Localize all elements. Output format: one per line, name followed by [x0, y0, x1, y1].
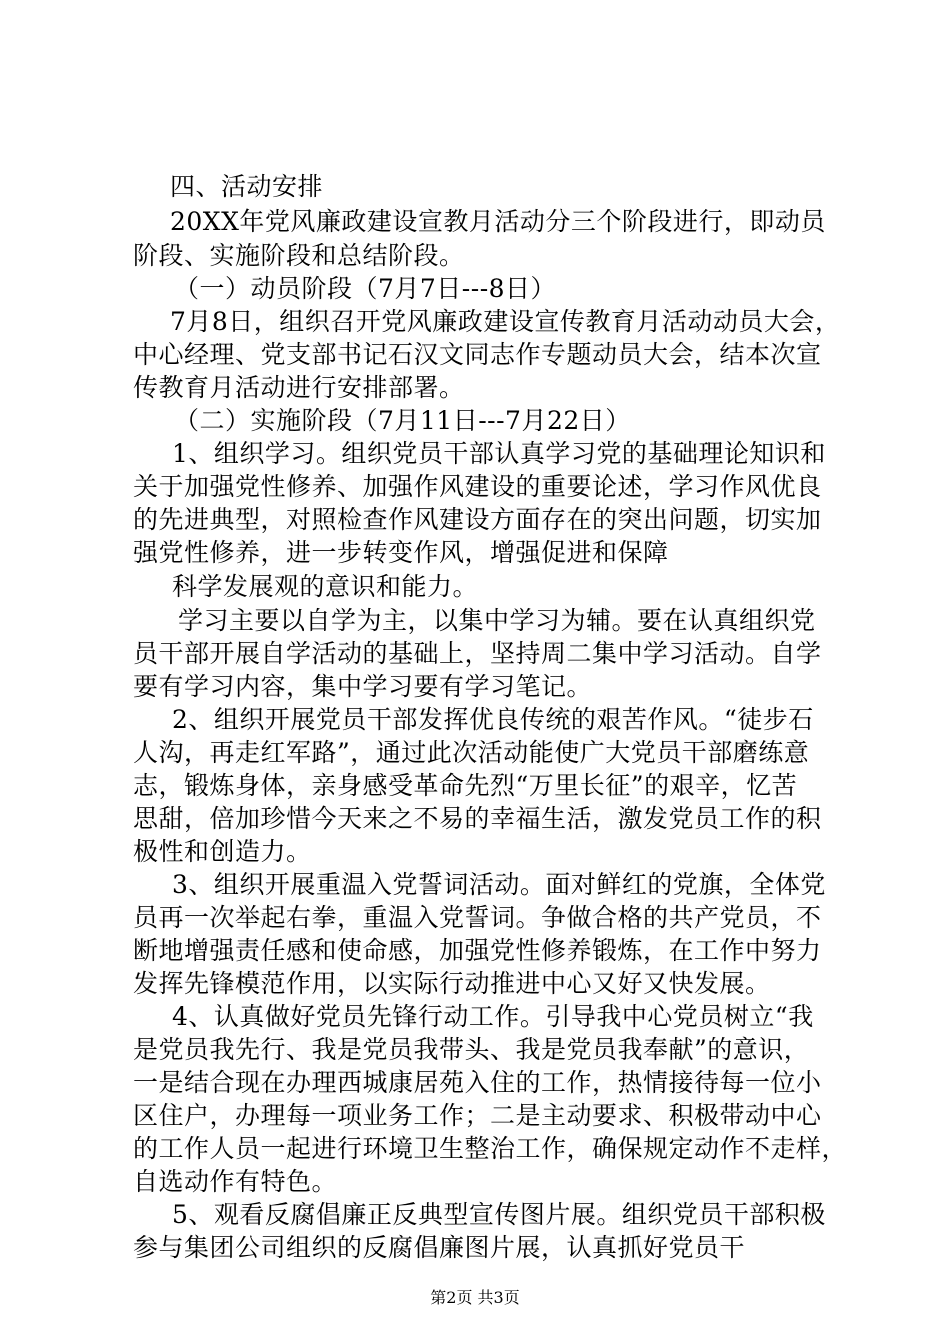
- paragraph-line: 是党员我先行、我是党员我带头、我是党员我奉献”的意识，: [133, 1035, 810, 1064]
- paragraph-line: 区住户，办理每一项业务工作；二是主动要求、积极带动中心: [133, 1101, 822, 1130]
- paragraph-line: 传教育月活动进行安排部署。: [133, 373, 465, 402]
- paragraph-line: 阶段、实施阶段和总结阶段。: [133, 241, 465, 270]
- paragraph-line: 发挥先锋模范作用，以实际行动推进中心又好又快发展。: [133, 969, 771, 998]
- page-number-footer: 第2页 共3页: [430, 1288, 520, 1307]
- paragraph-line: 员再一次举起右拳，重温入党誓词。争做合格的共产党员，不: [133, 903, 822, 932]
- paragraph-line: 参与集团公司组织的反腐倡廉图片展，认真抓好党员干: [133, 1233, 746, 1262]
- paragraph-line: 1、组织学习。组织党员干部认真学习党的基础理论知识和: [172, 439, 826, 468]
- paragraph-line: 极性和创造力。: [133, 837, 312, 866]
- paragraph-line: 5、观看反腐倡廉正反典型宣传图片展。组织党员干部积极: [172, 1200, 826, 1229]
- paragraph-line: 人沟，再走红军路”，通过此次活动能使广大党员干部磨练意: [133, 738, 810, 767]
- paragraph-line: 强党性修养，进一步转变作风，增强促进和保障: [133, 538, 669, 567]
- paragraph-line: 断地增强责任感和使命感，加强党性修养锻炼，在工作中努力: [133, 936, 822, 965]
- paragraph-line: 自选动作有特色。: [133, 1167, 338, 1196]
- paragraph-line: 科学发展观的意识和能力。: [172, 572, 479, 601]
- paragraph-line: 2、组织开展党员干部发挥优良传统的艰苦作风。“徒步石: [172, 705, 814, 734]
- paragraph-line: 要有学习内容，集中学习要有学习笔记。: [133, 672, 593, 701]
- section-heading-activity-arrangement: 四、活动安排: [170, 172, 324, 201]
- paragraph-line: 一是结合现在办理西城康居苑入住的工作，热情接待每一位小: [133, 1068, 822, 1097]
- subheading-mobilization-stage: （一）动员阶段（7月7日---8日）: [174, 274, 557, 303]
- paragraph-line: 志，锻炼身体，亲身感受革命先烈“万里长征”的艰辛，忆苦: [133, 771, 798, 800]
- paragraph-line: 员干部开展自学活动的基础上，坚持周二集中学习活动。自学: [133, 639, 822, 668]
- paragraph-line: 关于加强党性修养、加强作风建设的重要论述，学习作风优良: [133, 472, 822, 501]
- paragraph-line: 中心经理、党支部书记石汉文同志作专题动员大会，结本次宣: [133, 340, 822, 369]
- paragraph-line: 思甜，倍加珍惜今天来之不易的幸福生活，激发党员工作的积: [133, 804, 822, 833]
- paragraph-line: 的先进典型，对照检查作风建设方面存在的突出问题，切实加: [133, 505, 822, 534]
- paragraph-line: 的工作人员一起进行环境卫生整治工作，确保规定动作不走样，: [133, 1134, 848, 1163]
- subheading-implementation-stage: （二）实施阶段（7月11日---7月22日）: [174, 406, 631, 435]
- paragraph-line: 20XX年党风廉政建设宣教月活动分三个阶段进行，即动员: [170, 207, 826, 236]
- paragraph-line: 学习主要以自学为主，以集中学习为辅。要在认真组织党: [178, 606, 816, 635]
- paragraph-line: 7月8日，组织召开党风廉政建设宣传教育月活动动员大会，: [170, 307, 841, 336]
- paragraph-line: 4、认真做好党员先锋行动工作。引导我中心党员树立“我: [172, 1002, 814, 1031]
- paragraph-line: 3、组织开展重温入党誓词活动。面对鲜红的党旗，全体党: [172, 870, 826, 899]
